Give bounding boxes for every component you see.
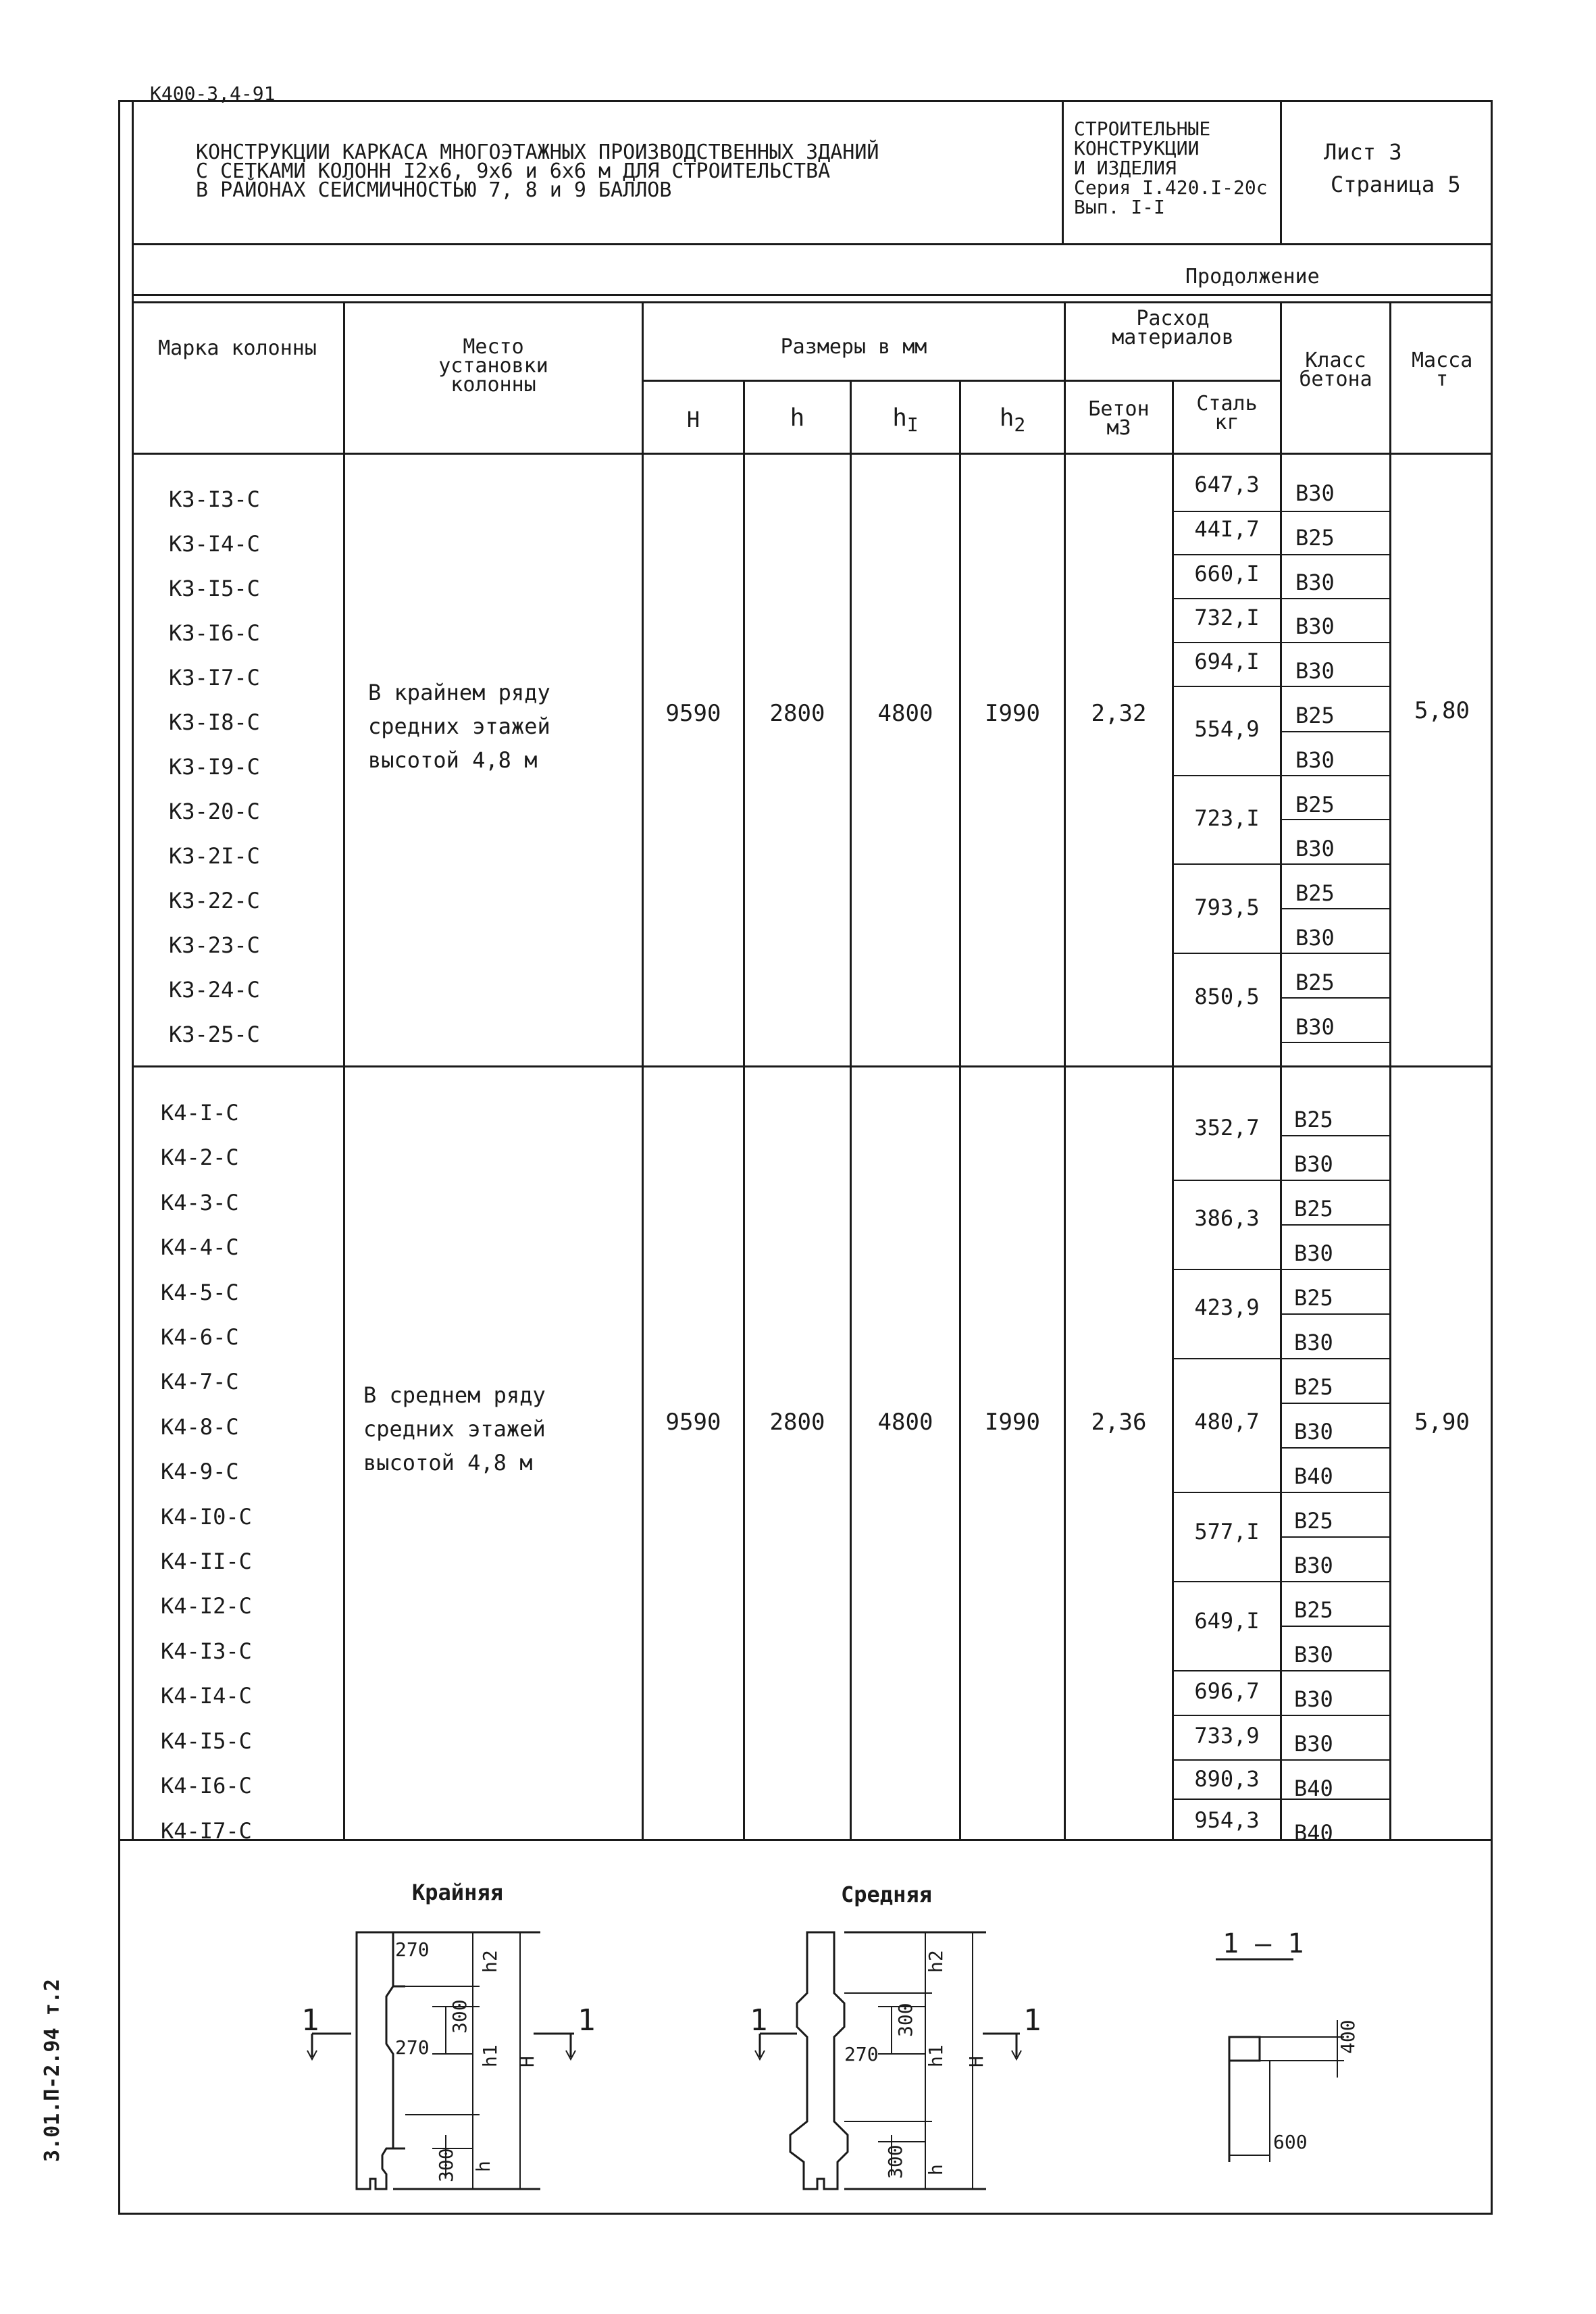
steel-value: 352,7 [1194, 1115, 1260, 1140]
class-value: В30 [1295, 1013, 1335, 1040]
section-mark: 1 [750, 2003, 768, 2038]
group2-place: В среднем ряду средних этажей высотой 4,8 м [363, 1382, 546, 1476]
class-value: В25 [1294, 1107, 1333, 1132]
class-value: В30 [1294, 1686, 1333, 1712]
class-value: В30 [1294, 1330, 1333, 1355]
sheet-number: Лист 3 [1324, 139, 1402, 165]
dimension-label: h1 [479, 2044, 501, 2067]
steel-value: 732,I [1194, 605, 1260, 630]
class-value: В25 [1294, 1196, 1333, 1222]
table-row: К3-22-С [169, 888, 260, 913]
class-value: В30 [1294, 1731, 1333, 1757]
header-h1: $h_I$ [892, 404, 919, 436]
steel-value: 647,3 [1194, 472, 1260, 497]
class-value: В25 [1295, 880, 1335, 907]
table-row: К4-9-С [161, 1459, 239, 1485]
series-info: СТРОИТЕЛЬНЫЕ КОНСТРУКЦИИ И ИЗДЕЛИЯ Серия I.420.I-20с Вып. I-I [1074, 118, 1268, 218]
table-row: К4-I7-С [161, 1817, 252, 1844]
header-concrete: Бетон м3 [1088, 397, 1150, 440]
dimension-label: 300 [448, 1999, 471, 2034]
dimension-label: 600 [1273, 2131, 1308, 2153]
dimension-label: h [472, 2161, 494, 2172]
dimension-label: H [965, 2056, 987, 2067]
table-row: К3-I4-С [169, 531, 260, 557]
table-row: К4-I4-С [161, 1683, 252, 1709]
group2-h: 2800 [769, 1409, 825, 1436]
header-H: H [686, 407, 700, 432]
table-row: К4-II-С [161, 1549, 252, 1575]
header-materials: Расход материалов [1112, 307, 1234, 349]
steel-value: 386,3 [1194, 1205, 1260, 1231]
dimension-label: h1 [925, 2044, 947, 2067]
header-h2: $h_2$ [999, 404, 1026, 436]
table-row: К4-5-С [161, 1279, 239, 1305]
class-value: В30 [1295, 613, 1335, 640]
steel-value: 554,9 [1194, 716, 1260, 742]
class-value: В25 [1295, 524, 1335, 551]
class-value: В25 [1295, 969, 1335, 995]
class-value: В30 [1295, 480, 1335, 506]
section-mark: 1 [577, 2003, 596, 2038]
table-row: К3-2I-С [169, 843, 260, 869]
table-row: К4-8-С [161, 1413, 239, 1440]
class-value: В30 [1295, 836, 1335, 862]
steel-value: 480,7 [1194, 1409, 1260, 1434]
group2-h1: 4800 [877, 1409, 933, 1436]
table-row: К3-I3-С [169, 486, 260, 512]
continuation-label: Продолжение [1185, 265, 1320, 288]
group2-mass: 5,90 [1414, 1409, 1470, 1436]
table-row: К3-25-С [169, 1022, 260, 1047]
table-row: К3-I7-С [169, 665, 260, 690]
steel-value: 577,I [1194, 1519, 1260, 1544]
class-value: В25 [1294, 1285, 1333, 1311]
table-row: К4-I0-С [161, 1503, 252, 1530]
table-row: К4-I2-С [161, 1593, 252, 1619]
header-place: Место установки колонны [438, 335, 548, 397]
header-mark: Марка колонны [158, 336, 317, 360]
dimension-label: 270 [395, 2036, 430, 2059]
class-value: В30 [1294, 1419, 1333, 1444]
dimension-label: 400 [1337, 2019, 1359, 2054]
class-value: В25 [1294, 1597, 1333, 1623]
table-row: К3-24-С [169, 977, 260, 1003]
group2-H: 9590 [665, 1409, 721, 1436]
table-row: К4-I-С [161, 1100, 239, 1126]
class-value: В30 [1295, 747, 1335, 773]
table-row: К4-2-С [161, 1145, 239, 1171]
group1-H: 9590 [665, 700, 721, 727]
class-value: В30 [1294, 1553, 1333, 1578]
table-row: К4-7-С [161, 1369, 239, 1395]
steel-value: 890,3 [1194, 1766, 1260, 1792]
class-value: В25 [1295, 702, 1335, 728]
steel-value: 423,9 [1194, 1294, 1260, 1320]
group2-h2: I990 [985, 1409, 1040, 1436]
table-row: К3-I5-С [169, 576, 260, 601]
class-value: В30 [1294, 1642, 1333, 1667]
group1-h1: 4800 [877, 700, 933, 727]
document-title: КОНСТРУКЦИИ КАРКАСА МНОГОЭТАЖНЫХ ПРОИЗВОДСТВЕННЫХ ЗДАНИЙ С СЕТКАМИ КОЛОНН I2х6, 9х6 и 6х6 м ДЛЯ СТРОИТЕЛЬСТВА В РАЙОНАХ СЕЙСМИЧНОСТЬЮ 7, 8 и 9 БАЛЛОВ [196, 141, 879, 202]
group1-mass: 5,80 [1414, 697, 1470, 724]
table-row: К4-I6-С [161, 1773, 252, 1799]
steel-value: 733,9 [1194, 1723, 1260, 1749]
header-steel: Сталь кг [1196, 392, 1258, 434]
group1-place: В крайнем ряду средних этажей высотой 4,8 м [368, 680, 550, 773]
header-class: Класс бетона [1299, 349, 1372, 391]
steel-value: 850,5 [1194, 984, 1260, 1009]
section-title: 1 — 1 [1222, 1928, 1304, 1959]
class-value: В30 [1295, 658, 1335, 684]
table-row: К3-23-С [169, 932, 260, 958]
steel-value: 649,I [1194, 1608, 1260, 1634]
dimension-label: 300 [884, 2144, 906, 2179]
class-value: В25 [1294, 1508, 1333, 1534]
section-mark: 1 [301, 2003, 319, 2038]
class-value: В30 [1294, 1240, 1333, 1266]
class-value: В30 [1295, 569, 1335, 595]
table-row: К3-I6-С [169, 620, 260, 646]
steel-value: 696,7 [1194, 1678, 1260, 1704]
edge-column-title: Крайняя [412, 1880, 503, 1905]
table-row: К4-I5-С [161, 1728, 252, 1754]
table-row: К3-I8-С [169, 709, 260, 735]
dimension-label: h2 [925, 1950, 947, 1973]
class-value: В40 [1294, 1820, 1333, 1846]
table-row: К4-4-С [161, 1234, 239, 1261]
group1-h: 2800 [769, 700, 825, 727]
dimension-label: 270 [844, 2043, 879, 2065]
group2-concrete: 2,36 [1091, 1409, 1147, 1436]
dimension-label: h2 [479, 1950, 501, 1973]
group1-h2: I990 [985, 700, 1040, 727]
group1-concrete: 2,32 [1091, 700, 1147, 727]
class-value: В30 [1295, 924, 1335, 951]
dimension-label: 300 [435, 2148, 457, 2182]
dimension-label: h [925, 2164, 947, 2175]
class-value: В25 [1294, 1374, 1333, 1400]
table-row: К3-20-С [169, 799, 260, 824]
steel-value: 660,I [1194, 561, 1260, 586]
steel-value: 793,5 [1194, 895, 1260, 920]
middle-column-title: Средняя [841, 1882, 932, 1907]
class-value: В40 [1294, 1463, 1333, 1489]
class-value: В30 [1294, 1151, 1333, 1177]
steel-value: 954,3 [1194, 1807, 1260, 1833]
dimension-label: H [516, 2056, 538, 2067]
dimension-label: 270 [395, 1938, 430, 1961]
dimension-label: 300 [894, 2003, 917, 2037]
table-row: К4-I3-С [161, 1638, 252, 1664]
header-sizes: Размеры в мм [780, 335, 927, 359]
class-value: В40 [1294, 1776, 1333, 1801]
margin-code: 3.01.П-2.94 т.2 [41, 1979, 64, 2162]
steel-value: 723,I [1194, 805, 1260, 831]
table-row: К4-6-С [161, 1324, 239, 1351]
table-row: К3-I9-С [169, 754, 260, 780]
page-number: Страница 5 [1331, 172, 1461, 197]
header-mass: Масса т [1412, 349, 1473, 391]
section-mark: 1 [1023, 2003, 1041, 2038]
steel-value: 694,I [1194, 649, 1260, 674]
class-value: В25 [1295, 791, 1335, 818]
steel-value: 44I,7 [1194, 516, 1260, 542]
table-row: К4-3-С [161, 1189, 239, 1215]
document-code: К400-3,4-91 [150, 82, 276, 105]
header-h: h [790, 404, 805, 432]
